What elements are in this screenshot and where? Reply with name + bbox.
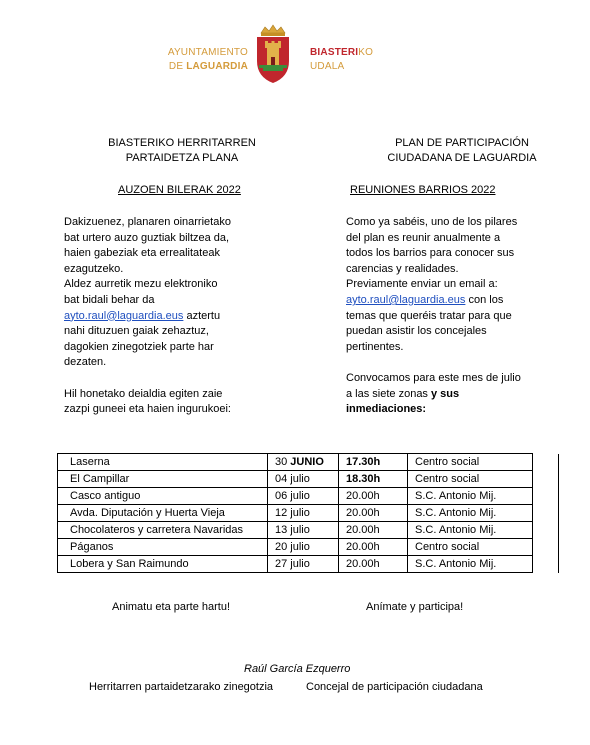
schedule-table (57, 453, 559, 573)
logo-basque-bold: BIASTERI (310, 47, 359, 58)
text-line: Previamente enviar un email a: (346, 278, 498, 291)
date-cell (268, 556, 339, 573)
text-line: bat urtero auzo guztiak biltzea da, (64, 231, 230, 244)
date-cell (268, 471, 339, 488)
logo-basque-suffix: KO (358, 47, 374, 58)
text-line: carencias y realidades. (346, 262, 459, 275)
table-row (58, 471, 559, 488)
date-text-bold: JUNIO (290, 456, 324, 468)
time-cell: 20.00h (339, 505, 408, 522)
spacer-cell (533, 556, 559, 573)
venue-cell: Centro social (408, 454, 533, 471)
text-line (346, 293, 546, 309)
date-cell (268, 488, 339, 505)
coat-of-arms-icon (253, 23, 293, 87)
email-link[interactable]: ayto.raul@laguardia.eus (346, 293, 466, 306)
text-line: ezagutzeko. (64, 262, 124, 275)
logo-line-1: AYUNTAMIENTO (167, 47, 248, 58)
closing-spanish: Anímate y participa! (366, 601, 464, 613)
signer-name: Raúl García Ezquerro (244, 663, 351, 675)
date-cell (268, 505, 339, 522)
place-cell: Chocolateros y carretera Navaridas (58, 522, 268, 539)
venue-cell: Centro social (408, 539, 533, 556)
time-cell: 18.30h (339, 471, 408, 488)
date-text: 12 julio (275, 507, 310, 519)
table-row (58, 454, 559, 471)
date-text: 06 julio (275, 490, 310, 502)
venue-cell: S.C. Antonio Mij. (408, 556, 533, 573)
text-line: dagokien zinegotziek parte har (64, 340, 214, 353)
date-text: 30 (275, 456, 291, 468)
place-cell: Laserna (58, 454, 268, 471)
text-line: dezaten. (64, 356, 107, 369)
text-line: bat bidali behar da (64, 293, 155, 306)
left-subtitle: AUZOEN BILERAK 2022 (118, 184, 241, 196)
right-subtitle: REUNIONES BARRIOS 2022 (350, 184, 496, 196)
left-body (64, 215, 299, 418)
signer-role-basque: Herritarren partaidetzarako zinegotzia (89, 681, 274, 693)
left-title-line-2: PARTAIDETZA PLANA (125, 152, 239, 164)
text-line: pertinentes. (346, 340, 404, 353)
place-cell: Casco antiguo (58, 488, 268, 505)
table-row (58, 556, 559, 573)
text-line: temas que queréis tratar para que (346, 309, 512, 322)
spacer-cell (533, 471, 559, 488)
venue-cell: S.C. Antonio Mij. (408, 505, 533, 522)
text-line: puedan asistir los concejales (346, 325, 487, 338)
text-line: del plan es reunir anualmente a (346, 231, 501, 244)
text-bold: y sus (431, 387, 460, 400)
table-row (58, 539, 559, 556)
text-line: inmediaciones: (346, 403, 427, 416)
spacer-cell (533, 505, 559, 522)
time-cell: 20.00h (339, 556, 408, 573)
text-line: Convocamos para este mes de julio (346, 371, 521, 384)
date-text: 20 julio (275, 541, 310, 553)
text-line: Dakizuenez, planaren oinarrietako (64, 216, 231, 228)
text-line: nahi dituzuen gaiak zehaztuz, (64, 325, 209, 338)
place-cell: Páganos (58, 539, 268, 556)
closing-basque: Animatu eta parte hartu! (112, 601, 231, 613)
date-cell (268, 539, 339, 556)
time-cell: 17.30h (339, 454, 408, 471)
spacer-cell (533, 522, 559, 539)
logo-text-basque (310, 46, 390, 74)
text-line: haien gabeziak eta errealitateak (64, 247, 220, 260)
text-after-link: aztertu (183, 309, 221, 322)
logo-line-2-bold: LAGUARDIA (186, 61, 248, 72)
left-title (102, 136, 262, 166)
text-line (64, 309, 299, 325)
text-line: Aldez aurretik mezu elektroniko (64, 278, 218, 291)
place-cell: El Campillar (58, 471, 268, 488)
logo-line-2: UDALA (310, 61, 345, 72)
place-cell: Avda. Diputación y Huerta Vieja (58, 505, 268, 522)
text-regular: a las siete zonas (346, 387, 431, 400)
spacer-cell (533, 539, 559, 556)
logo-text-spanish (160, 46, 248, 74)
spacer-cell (533, 488, 559, 505)
text-line: Hil honetako deialdia egiten zaie (64, 387, 223, 400)
venue-cell: S.C. Antonio Mij. (408, 522, 533, 539)
place-cell: Lobera y San Raimundo (58, 556, 268, 573)
text-line (346, 387, 546, 403)
email-link[interactable]: ayto.raul@laguardia.eus (64, 309, 184, 322)
schedule-table-body (58, 454, 559, 573)
date-text: 27 julio (275, 558, 310, 570)
logo-line-2 (160, 60, 248, 74)
date-text: 13 julio (275, 524, 310, 536)
right-body (346, 215, 546, 418)
date-text: 04 julio (275, 473, 310, 485)
time-cell: 20.00h (339, 522, 408, 539)
logo-line-1 (310, 46, 390, 60)
time-cell: 20.00h (339, 539, 408, 556)
right-title-line-1: PLAN DE PARTICIPACIÓN (395, 137, 529, 149)
spacer-cell (533, 454, 559, 471)
venue-cell: Centro social (408, 471, 533, 488)
time-cell: 20.00h (339, 488, 408, 505)
signer-role-spanish: Concejal de participación ciudadana (306, 681, 483, 693)
text-line: Como ya sabéis, uno de los pilares (346, 216, 518, 228)
text-line: zazpi guneei eta haien ingurukoei: (64, 403, 231, 416)
text-line: todos los barrios para conocer sus (346, 247, 515, 260)
venue-cell: S.C. Antonio Mij. (408, 488, 533, 505)
table-row (58, 488, 559, 505)
table-row (58, 522, 559, 539)
table-row (58, 505, 559, 522)
text-after-link: con los (465, 293, 504, 306)
logo-line-2-prefix: DE (168, 61, 187, 72)
left-title-line-1: BIASTERIKO HERRITARREN (108, 137, 256, 149)
date-cell (268, 522, 339, 539)
date-cell (268, 454, 339, 471)
right-title (382, 136, 542, 166)
right-title-line-2: CIUDADANA DE LAGUARDIA (387, 152, 537, 164)
